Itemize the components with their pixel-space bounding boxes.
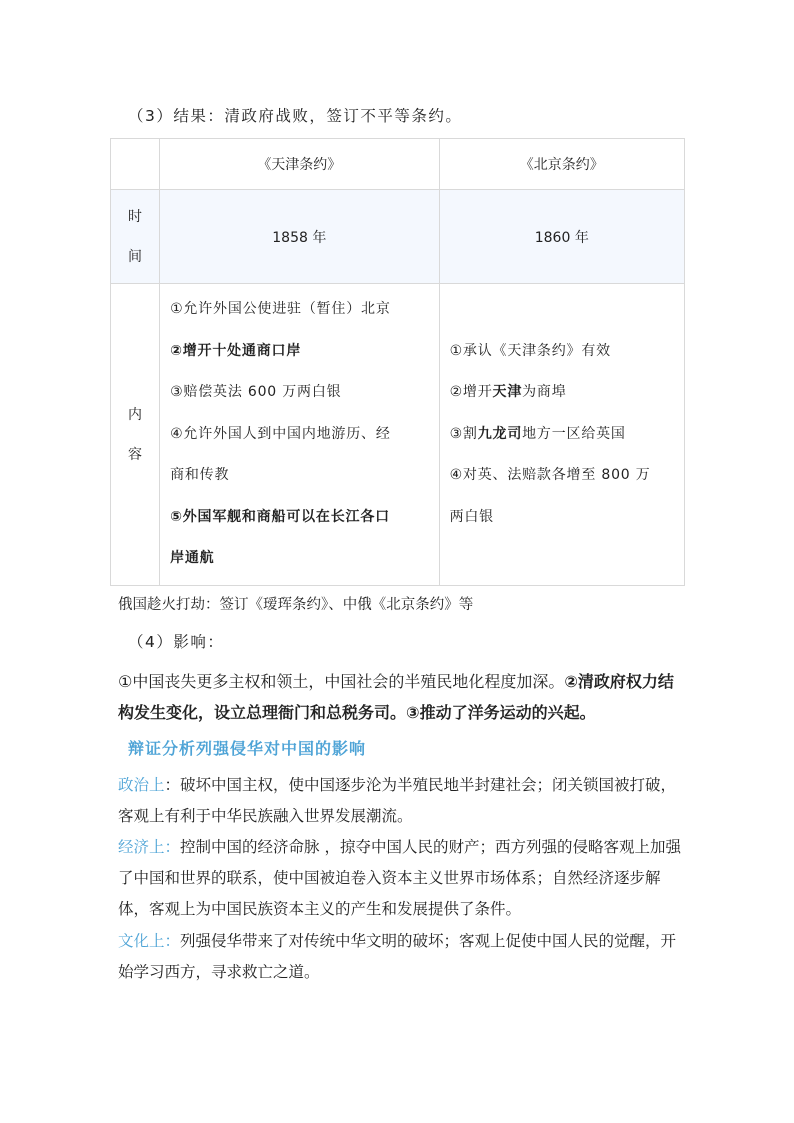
list-item-cont: 商和传教: [170, 467, 230, 484]
list-item-cont: 岸通航: [170, 550, 215, 567]
political-label: 政治上: [118, 776, 165, 794]
analysis-title: 辩证分析列强侵华对中国的影响: [128, 739, 367, 758]
economic-paragraph: [118, 832, 688, 925]
time-beijing: 1860 年: [439, 190, 684, 284]
list-item: ②增开天津为商埠: [449, 384, 567, 401]
time-tianjin: 1858 年: [160, 190, 439, 284]
cultural-paragraph: [118, 926, 688, 988]
list-item: ①允许外国公使进驻（暂住）北京: [170, 301, 391, 318]
list-item: ④允许外国人到中国内地游历、经: [170, 425, 391, 442]
list-item: ③赔偿英法 600 万两白银: [170, 384, 342, 401]
section-3-heading: （3）结果：清政府战败，签订不平等条约。: [128, 107, 463, 125]
beijing-content: [439, 284, 684, 586]
political-paragraph: [118, 770, 688, 832]
section-4-heading: （4）影响：: [128, 633, 225, 651]
tianjin-content: [160, 284, 439, 586]
treaty-table: [110, 138, 685, 586]
time-label: 时 间: [111, 190, 160, 284]
impact-1: ①中国丧失更多主权和领土，中国社会的半殖民地化程度加深。: [118, 672, 565, 691]
content-label: 内 容: [111, 284, 160, 586]
table-header-row: [111, 139, 685, 190]
list-item: ①承认《天津条约》有效: [449, 342, 611, 359]
impact-paragraph: [118, 666, 688, 728]
russia-note: 俄国趁火打劫：签订《瑷珲条约》、中俄《北京条约》等: [118, 597, 474, 613]
table-row-time: [111, 190, 685, 284]
list-item: ②增开十处通商口岸: [170, 342, 302, 359]
economic-label: 经济上：: [118, 838, 181, 856]
list-item: ⑤外国军舰和商船可以在长江各口: [170, 508, 390, 525]
table-row-content: [111, 284, 685, 586]
economic-text: 控制中国的经济命脉 ，掠夺中国人民的财产；西方列强的侵略客观上加强了中国和世界的联系，使中国被迫卷入资本主义世界市场体系；自然经济逐步解体，客观上为中国民族资本主义的产生和发展提供了条件。: [118, 838, 681, 918]
impact-2: ②清政府权力结构发生变化，设立总理衙门和总税务司。: [118, 672, 674, 722]
empty-corner-cell: [111, 139, 160, 190]
list-item: ④对英、法赔款各增至 800 万: [449, 467, 651, 484]
header-tianjin: 《天津条约》: [160, 139, 439, 190]
cultural-text: 列强侵华带来了对传统中华文明的破坏；客观上促使中国人民的觉醒，开始学习西方，寻求救亡之道。: [118, 932, 677, 981]
list-item-cont: 两白银: [449, 508, 494, 525]
header-beijing: 《北京条约》: [439, 139, 684, 190]
list-item: ③割九龙司地方一区给英国: [449, 425, 626, 442]
impact-3: ③推动了洋务运动的兴起。: [406, 703, 596, 722]
political-text: ：破坏中国主权，使中国逐步沦为半殖民地半封建社会；闭关锁国被打破，客观上有利于中华民族融入世界发展潮流。: [118, 776, 677, 825]
cultural-label: 文化上：: [118, 932, 181, 950]
